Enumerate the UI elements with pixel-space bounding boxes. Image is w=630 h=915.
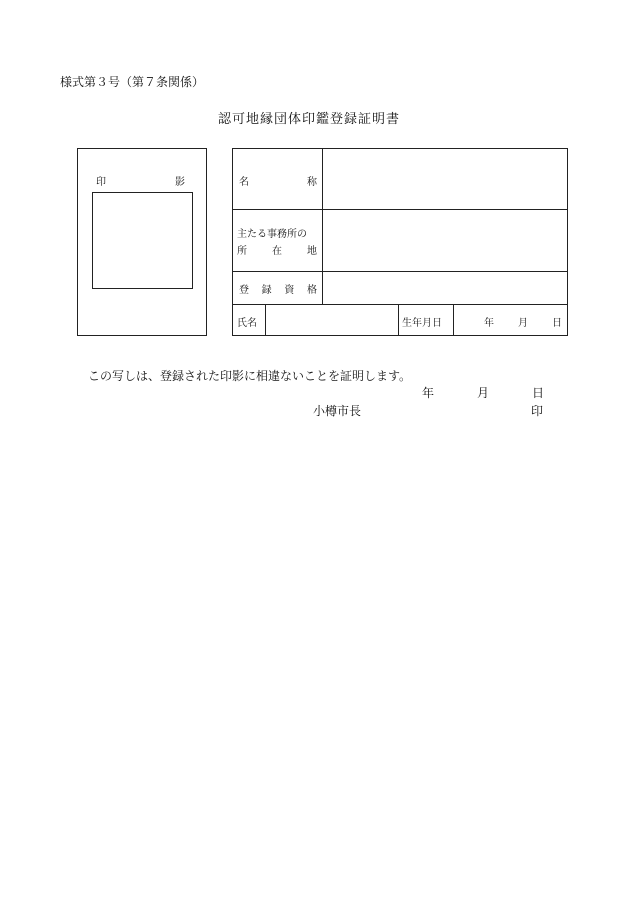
issue-day: 日 [531, 386, 544, 400]
qualification-label-d: 格 [306, 285, 317, 296]
office-label-b: 在 [272, 246, 282, 257]
dob-month: 月 [518, 318, 528, 329]
certification-text: この写しは、登録された印影に相違ないことを証明します。 [88, 369, 412, 383]
seal-label-right: 影 [175, 177, 185, 188]
issue-date [422, 384, 544, 401]
person-name-label: 氏名 [237, 318, 257, 329]
name-label-b: 称 [307, 177, 317, 188]
office-label-line2 [237, 242, 317, 257]
seal-impression-box [77, 148, 207, 336]
qualification-label-c: 資 [284, 285, 295, 296]
issue-year: 年 [422, 386, 435, 400]
name-label [239, 173, 317, 188]
qualification-label-b: 録 [261, 285, 272, 296]
qualification-label-a: 登 [239, 285, 249, 296]
dob-year: 年 [484, 318, 494, 329]
form-number: 様式第３号（第７条関係） [60, 75, 205, 89]
name-value-cell[interactable] [323, 150, 567, 208]
dob-label: 生年月日 [402, 318, 442, 329]
dob-day: 日 [552, 318, 562, 329]
column-divider [453, 304, 454, 335]
qualification-label [239, 281, 317, 296]
issue-month: 月 [476, 386, 489, 400]
qualification-value-cell[interactable] [323, 272, 567, 303]
office-label-line1: 主たる事務所の [237, 229, 307, 240]
office-label-c: 地 [307, 246, 317, 257]
seal-impression-area [92, 192, 193, 289]
column-divider [398, 304, 399, 335]
office-value-cell[interactable] [323, 210, 567, 270]
issuer-title: 小樽市長 [313, 404, 362, 418]
seal-label-left: 印 [96, 177, 106, 188]
registration-table [232, 148, 568, 336]
name-label-a: 名 [239, 177, 249, 188]
document-title: 認可地縁団体印鑑登録証明書 [218, 112, 401, 127]
dob-value-cell[interactable] [484, 314, 562, 329]
office-label-a: 所 [237, 246, 247, 257]
person-name-cell[interactable] [266, 305, 397, 335]
seal-mark: 印 [531, 404, 544, 418]
